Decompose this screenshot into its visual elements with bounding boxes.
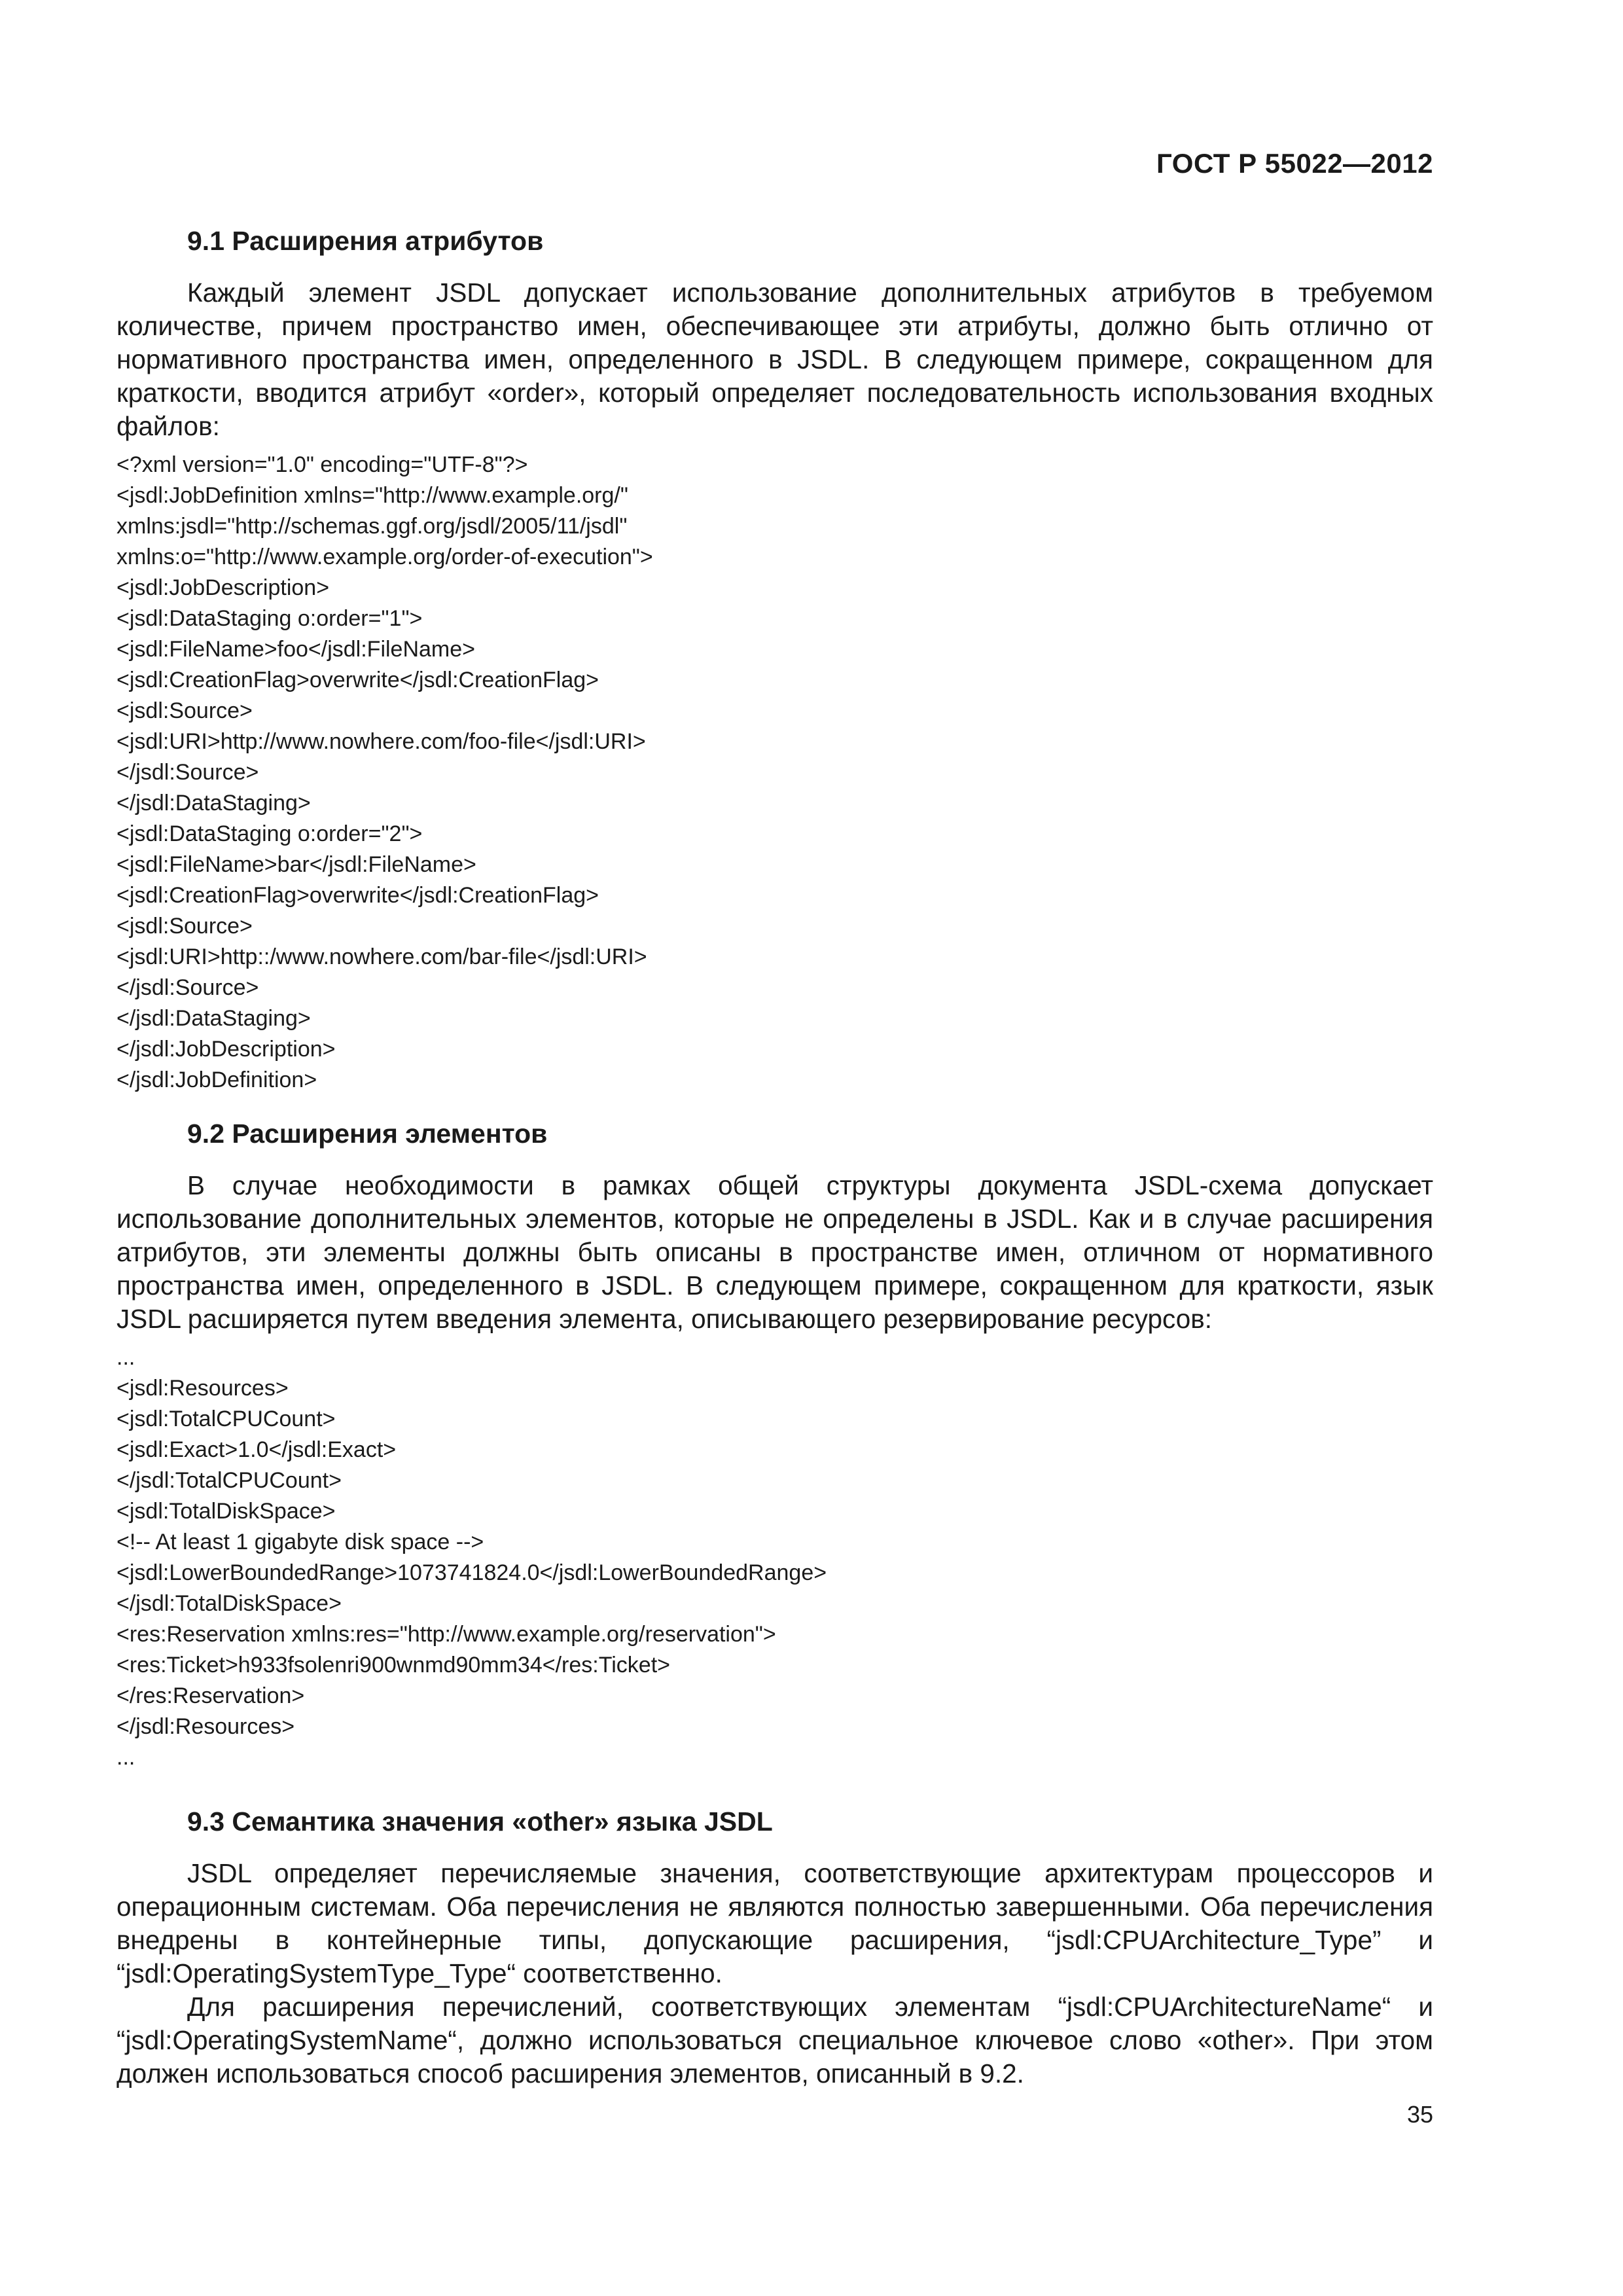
code-line: xmlns:o="http://www.example.org/order-of-execution"> <box>116 545 653 569</box>
code-line: <?xml version="1.0" encoding="UTF-8"?> <box>116 452 528 477</box>
code-line: </res:Reservation> <box>116 1683 305 1708</box>
code-line: </jsdl:JobDescription> <box>116 1037 336 1062</box>
code-line: <jsdl:CreationFlag>overwrite</jsdl:CreationFlag> <box>116 668 599 692</box>
section-heading: 9.2 Расширения элементов <box>187 1119 548 1149</box>
spacer <box>116 1773 1433 1803</box>
code-line: <jsdl:CreationFlag>overwrite</jsdl:CreationFlag> <box>116 883 599 908</box>
code-line: <res:Ticket>h933fsolenri900wnmd90mm34</res:Ticket> <box>116 1653 670 1677</box>
code-line: <jsdl:Source> <box>116 698 253 723</box>
paragraph: Каждый элемент JSDL допускает использование дополнительных атрибутов в требуемом количестве, причем пространство имен, обеспечивающее эти атрибуты, должно быть отлично от нормативного пространства имен, определенного в JSDL. В следующем примере, сокращенном для краткости, вводится атрибут «order», который определяет последовательность использования входных файлов: <box>116 278 1433 441</box>
code-line: <jsdl:URI>http://www.nowhere.com/foo-file</jsdl:URI> <box>116 729 646 754</box>
section-9-1 <box>116 223 1433 1096</box>
code-line: <jsdl:URI>http::/www.nowhere.com/bar-file</jsdl:URI> <box>116 944 647 969</box>
code-line: <jsdl:DataStaging o:order="1"> <box>116 606 423 631</box>
document-page <box>116 0 1433 2296</box>
code-line: <jsdl:Source> <box>116 914 253 939</box>
code-listing <box>116 1342 1433 1773</box>
code-line: </jsdl:Source> <box>116 760 259 785</box>
code-line: <jsdl:TotalDiskSpace> <box>116 1499 336 1524</box>
code-line: <jsdl:JobDefinition xmlns="http://www.example.org/" <box>116 483 628 508</box>
code-line: <jsdl:Exact>1.0</jsdl:Exact> <box>116 1437 397 1462</box>
document-body <box>116 223 1433 2090</box>
code-line: </jsdl:DataStaging> <box>116 791 311 816</box>
section-9-2 <box>116 1115 1433 1773</box>
code-line: <jsdl:JobDescription> <box>116 575 330 600</box>
code-line: </jsdl:TotalCPUCount> <box>116 1468 342 1493</box>
spacer <box>116 1096 1433 1115</box>
code-line: <res:Reservation xmlns:res="http://www.example.org/reservation"> <box>116 1622 776 1647</box>
code-line: xmlns:jsdl="http://schemas.ggf.org/jsdl/2005/11/jsdl" <box>116 514 628 539</box>
paragraph: В случае необходимости в рамках общей структуры документа JSDL-схема допускает использование дополнительных элементов, которые не определены в JSDL. Как и в случае расширения атрибутов, эти элементы должны быть описаны в пространстве имен, отличном от нормативного пространства имен, определенного в JSDL. В следующем примере, сокращенном для краткости, язык JSDL расширяется путем введения элемента, описывающего резервирование ресурсов: <box>116 1170 1433 1334</box>
code-listing <box>116 450 1433 1096</box>
code-line: <jsdl:FileName>foo</jsdl:FileName> <box>116 637 476 662</box>
section-heading: 9.1 Расширения атрибутов <box>187 226 544 256</box>
code-line: <jsdl:TotalCPUCount> <box>116 1407 336 1431</box>
code-line: ... <box>116 1345 135 1370</box>
document-header: ГОСТ Р 55022—2012 <box>1156 148 1433 179</box>
code-line: <jsdl:Resources> <box>116 1376 289 1401</box>
paragraph: JSDL определяет перечисляемые значения, соответствующие архитектурам процессоров и операционным системам. Оба перечисления не являются полностью завершенными. Оба перечисления внедрены в контейнерные типы, допускающие расширения, “jsdl:CPUArchitecture_Type” и “jsdl:OperatingSystemType_Type“ соответственно. <box>116 1858 1433 1988</box>
code-line: <!-- At least 1 gigabyte disk space --> <box>116 1530 484 1554</box>
code-line: <jsdl:LowerBoundedRange>1073741824.0</jsdl:LowerBoundedRange> <box>116 1560 827 1585</box>
code-line: <jsdl:DataStaging o:order="2"> <box>116 821 423 846</box>
code-line: <jsdl:FileName>bar</jsdl:FileName> <box>116 852 476 877</box>
paragraph: Для расширения перечислений, соответствующих элементам “jsdl:CPUArchitectureName“ и “jsdl:OperatingSystemName“, должно использоваться специальное ключевое слово «other». При этом должен использоваться способ расширения элементов, описанный в 9.2. <box>116 1992 1433 2089</box>
code-line: ... <box>116 1745 135 1770</box>
code-line: </jsdl:Source> <box>116 975 259 1000</box>
code-line: </jsdl:JobDefinition> <box>116 1067 317 1092</box>
code-line: </jsdl:TotalDiskSpace> <box>116 1591 342 1616</box>
section-heading: 9.3 Семантика значения «other» языка JSDL <box>187 1806 773 1837</box>
code-line: </jsdl:Resources> <box>116 1714 295 1739</box>
section-9-3 <box>116 1803 1433 2090</box>
code-line: </jsdl:DataStaging> <box>116 1006 311 1031</box>
page-number: 35 <box>1406 2101 1433 2128</box>
